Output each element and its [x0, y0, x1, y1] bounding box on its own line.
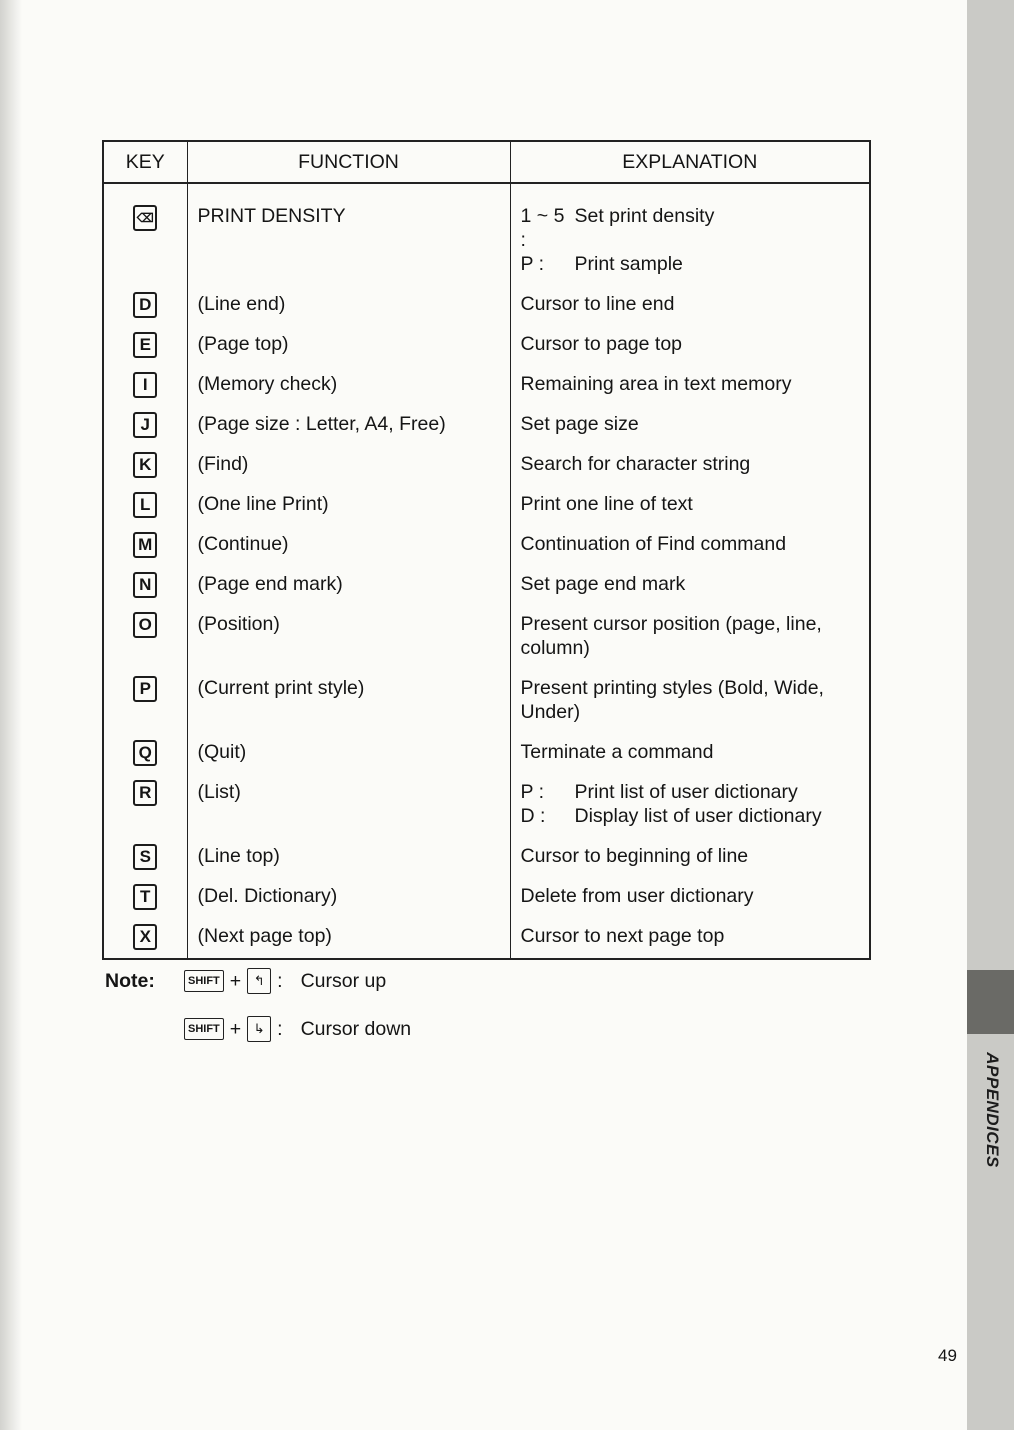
table-row	[103, 884, 870, 924]
table-row	[103, 332, 870, 372]
note-item	[184, 968, 386, 994]
function-cell: (One line Print)	[187, 492, 510, 532]
table-row	[103, 740, 870, 780]
note-text: Cursor up	[300, 969, 387, 992]
key-cell	[103, 884, 187, 924]
keycap-n: N	[133, 572, 157, 598]
explanation-option	[521, 780, 860, 804]
keycap-t: T	[133, 884, 157, 910]
plus-sign: +	[229, 1017, 242, 1040]
explanation-cell: Cursor to next page top	[510, 924, 870, 959]
delete-key-icon: ⌫	[133, 205, 157, 231]
explanation-cell: Cursor to page top	[510, 332, 870, 372]
table-row	[103, 452, 870, 492]
return-down-icon: ↳	[247, 1016, 271, 1042]
function-cell: (Find)	[187, 452, 510, 492]
explanation-cell: Terminate a command	[510, 740, 870, 780]
option-text: Set print density	[574, 205, 715, 227]
key-cell	[103, 292, 187, 332]
explanation-cell: Present cursor position (page, line, column)	[510, 612, 870, 676]
keycap-l: L	[133, 492, 157, 518]
keycap-q: Q	[133, 740, 157, 766]
explanation-option	[521, 252, 860, 276]
header-function: FUNCTION	[187, 141, 510, 183]
keycap-e: E	[133, 332, 157, 358]
option-text: Print list of user dictionary	[574, 781, 798, 803]
option-label: P :	[520, 781, 544, 803]
key-cell	[103, 492, 187, 532]
function-cell: (Page top)	[187, 332, 510, 372]
explanation-option	[521, 204, 860, 252]
table-row	[103, 532, 870, 572]
note-item	[184, 1016, 411, 1042]
function-cell: (Next page top)	[187, 924, 510, 959]
key-cell	[103, 183, 187, 292]
keycap-o: O	[133, 612, 157, 638]
key-cell	[103, 532, 187, 572]
explanation-cell	[510, 183, 870, 292]
function-cell: (Current print style)	[187, 676, 510, 740]
keycap-j: J	[133, 412, 157, 438]
explanation-cell: Present printing styles (Bold, Wide, Under)	[510, 676, 870, 740]
function-cell: (Del. Dictionary)	[187, 884, 510, 924]
function-cell: (Quit)	[187, 740, 510, 780]
table-row	[103, 780, 870, 844]
option-text: Print sample	[574, 253, 683, 275]
explanation-cell: Delete from user dictionary	[510, 884, 870, 924]
explanation-cell: Continuation of Find command	[510, 532, 870, 572]
key-cell	[103, 612, 187, 676]
keycap-s: S	[133, 844, 157, 870]
appendix-side-strip	[967, 0, 1014, 1430]
table-row	[103, 676, 870, 740]
note-label: Note:	[105, 970, 155, 992]
keycap-r: R	[133, 780, 157, 806]
key-cell	[103, 452, 187, 492]
explanation-cell: Cursor to line end	[510, 292, 870, 332]
header-explanation: EXPLANATION	[510, 141, 870, 183]
key-cell	[103, 332, 187, 372]
table-row	[103, 372, 870, 412]
key-cell	[103, 780, 187, 844]
keycap-p: P	[133, 676, 157, 702]
function-cell: (Page end mark)	[187, 572, 510, 612]
key-cell	[103, 572, 187, 612]
keycap-d: D	[133, 292, 157, 318]
explanation-cell: Set page size	[510, 412, 870, 452]
function-cell: (Line end)	[187, 292, 510, 332]
key-cell	[103, 740, 187, 780]
key-function-table	[102, 140, 871, 960]
key-cell	[103, 924, 187, 959]
explanation-cell: Cursor to beginning of line	[510, 844, 870, 884]
function-cell: (Page size : Letter, A4, Free)	[187, 412, 510, 452]
option-label: 1 ~ 5 :	[520, 205, 565, 251]
return-up-icon: ↰	[247, 968, 271, 994]
table-header-row	[103, 141, 870, 183]
table-row	[103, 412, 870, 452]
option-label: P :	[520, 253, 544, 275]
table-row	[103, 492, 870, 532]
table-row	[103, 292, 870, 332]
key-cell	[103, 412, 187, 452]
explanation-cell: Print one line of text	[510, 492, 870, 532]
side-tab-label: APPENDICES	[983, 1052, 1002, 1168]
page-edge-shadow	[0, 0, 22, 1430]
keycap-i: I	[133, 372, 157, 398]
shift-key-icon: SHIFT	[184, 1018, 224, 1040]
colon: :	[277, 969, 283, 992]
explanation-cell: Set page end mark	[510, 572, 870, 612]
table-row	[103, 924, 870, 959]
key-cell	[103, 844, 187, 884]
key-cell	[103, 676, 187, 740]
key-cell	[103, 372, 187, 412]
table-row	[103, 572, 870, 612]
option-label: D :	[520, 805, 546, 827]
option-text: Display list of user dictionary	[574, 805, 822, 827]
section-tab	[967, 970, 1014, 1034]
function-cell: (Memory check)	[187, 372, 510, 412]
keycap-k: K	[133, 452, 157, 478]
function-cell: PRINT DENSITY	[187, 183, 510, 292]
keycap-m: M	[133, 532, 157, 558]
explanation-cell	[510, 780, 870, 844]
explanation-option	[521, 804, 860, 828]
function-cell: (List)	[187, 780, 510, 844]
colon: :	[277, 1017, 283, 1040]
shift-key-icon: SHIFT	[184, 970, 224, 992]
table-row	[103, 183, 870, 292]
function-cell: (Continue)	[187, 532, 510, 572]
plus-sign: +	[229, 969, 242, 992]
table-row	[103, 612, 870, 676]
function-cell: (Position)	[187, 612, 510, 676]
header-key: KEY	[103, 141, 187, 183]
function-cell: (Line top)	[187, 844, 510, 884]
explanation-cell: Search for character string	[510, 452, 870, 492]
note-text: Cursor down	[300, 1017, 412, 1040]
keycap-x: X	[133, 924, 157, 950]
explanation-cell: Remaining area in text memory	[510, 372, 870, 412]
page-number: 49	[938, 1346, 957, 1365]
table-row	[103, 844, 870, 884]
